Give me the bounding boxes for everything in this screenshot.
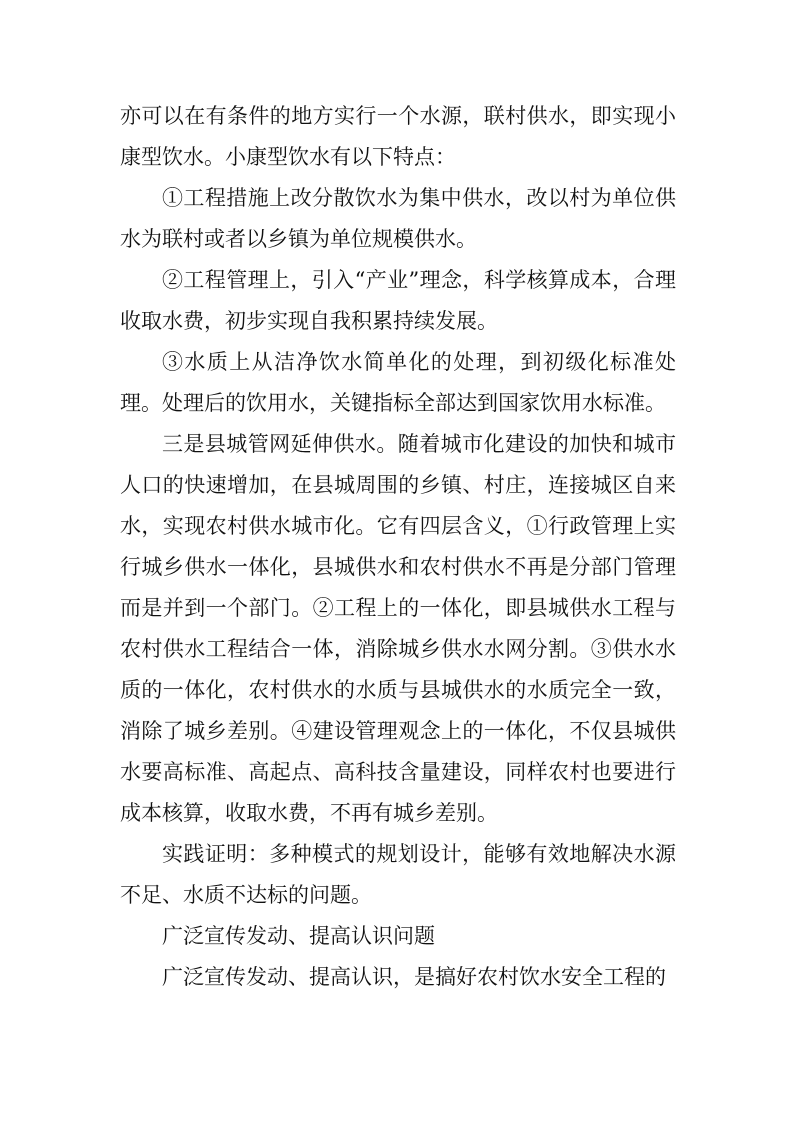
paragraph-feature-1: ①工程措施上改分散饮水为集中供水，改以村为单位供水为联村或者以乡镇为单位规模供水。 [120, 186, 676, 251]
document-page [120, 96, 676, 998]
paragraph-practice-proof: 实践证明：多种模式的规划设计，能够有效地解决水源不足、水质不达标的问题。 [120, 842, 676, 907]
paragraph-awareness: 广泛宣传发动、提高认识，是搞好农村饮水安全工程的 [162, 965, 666, 989]
section-heading: 广泛宣传发动、提高认识问题 [162, 924, 435, 948]
paragraph-feature-3: ③水质上从洁净饮水简单化的处理，到初级化标准处理。处理后的饮用水，关键指标全部达到国家饮用水标准。 [120, 350, 676, 415]
paragraph-continuation: 亦可以在有条件的地方实行一个水源，联村供水，即实现小康型饮水。小康型饮水有以下特点： [120, 104, 676, 169]
paragraph-county-pipeline: 三是县城管网延伸供水。随着城市化建设的加快和城市人口的快速增加，在县城周围的乡镇、村庄，连接城区自来水，实现农村供水城市化。它有四层含义，①行政管理上实行城乡供水一体化，县城供水和农村供水不再是分部门管理而是并到一个部门。②工程上的一体化，即县城供水工程与农村供水工程结合一体，消除城乡供水水网分割。③供水水质的一体化，农村供水的水质与县城供水的水质完全一致，消除了城乡差别。④建设管理观念上的一体化，不仅县城供水要高标准、高起点、高科技含量建设，同样农村也要进行成本核算，收取水费，不再有城乡差别。 [120, 432, 676, 825]
paragraph-feature-2: ②工程管理上，引入“产业”理念，科学核算成本，合理收取水费，初步实现自我积累持续发展。 [120, 268, 676, 333]
